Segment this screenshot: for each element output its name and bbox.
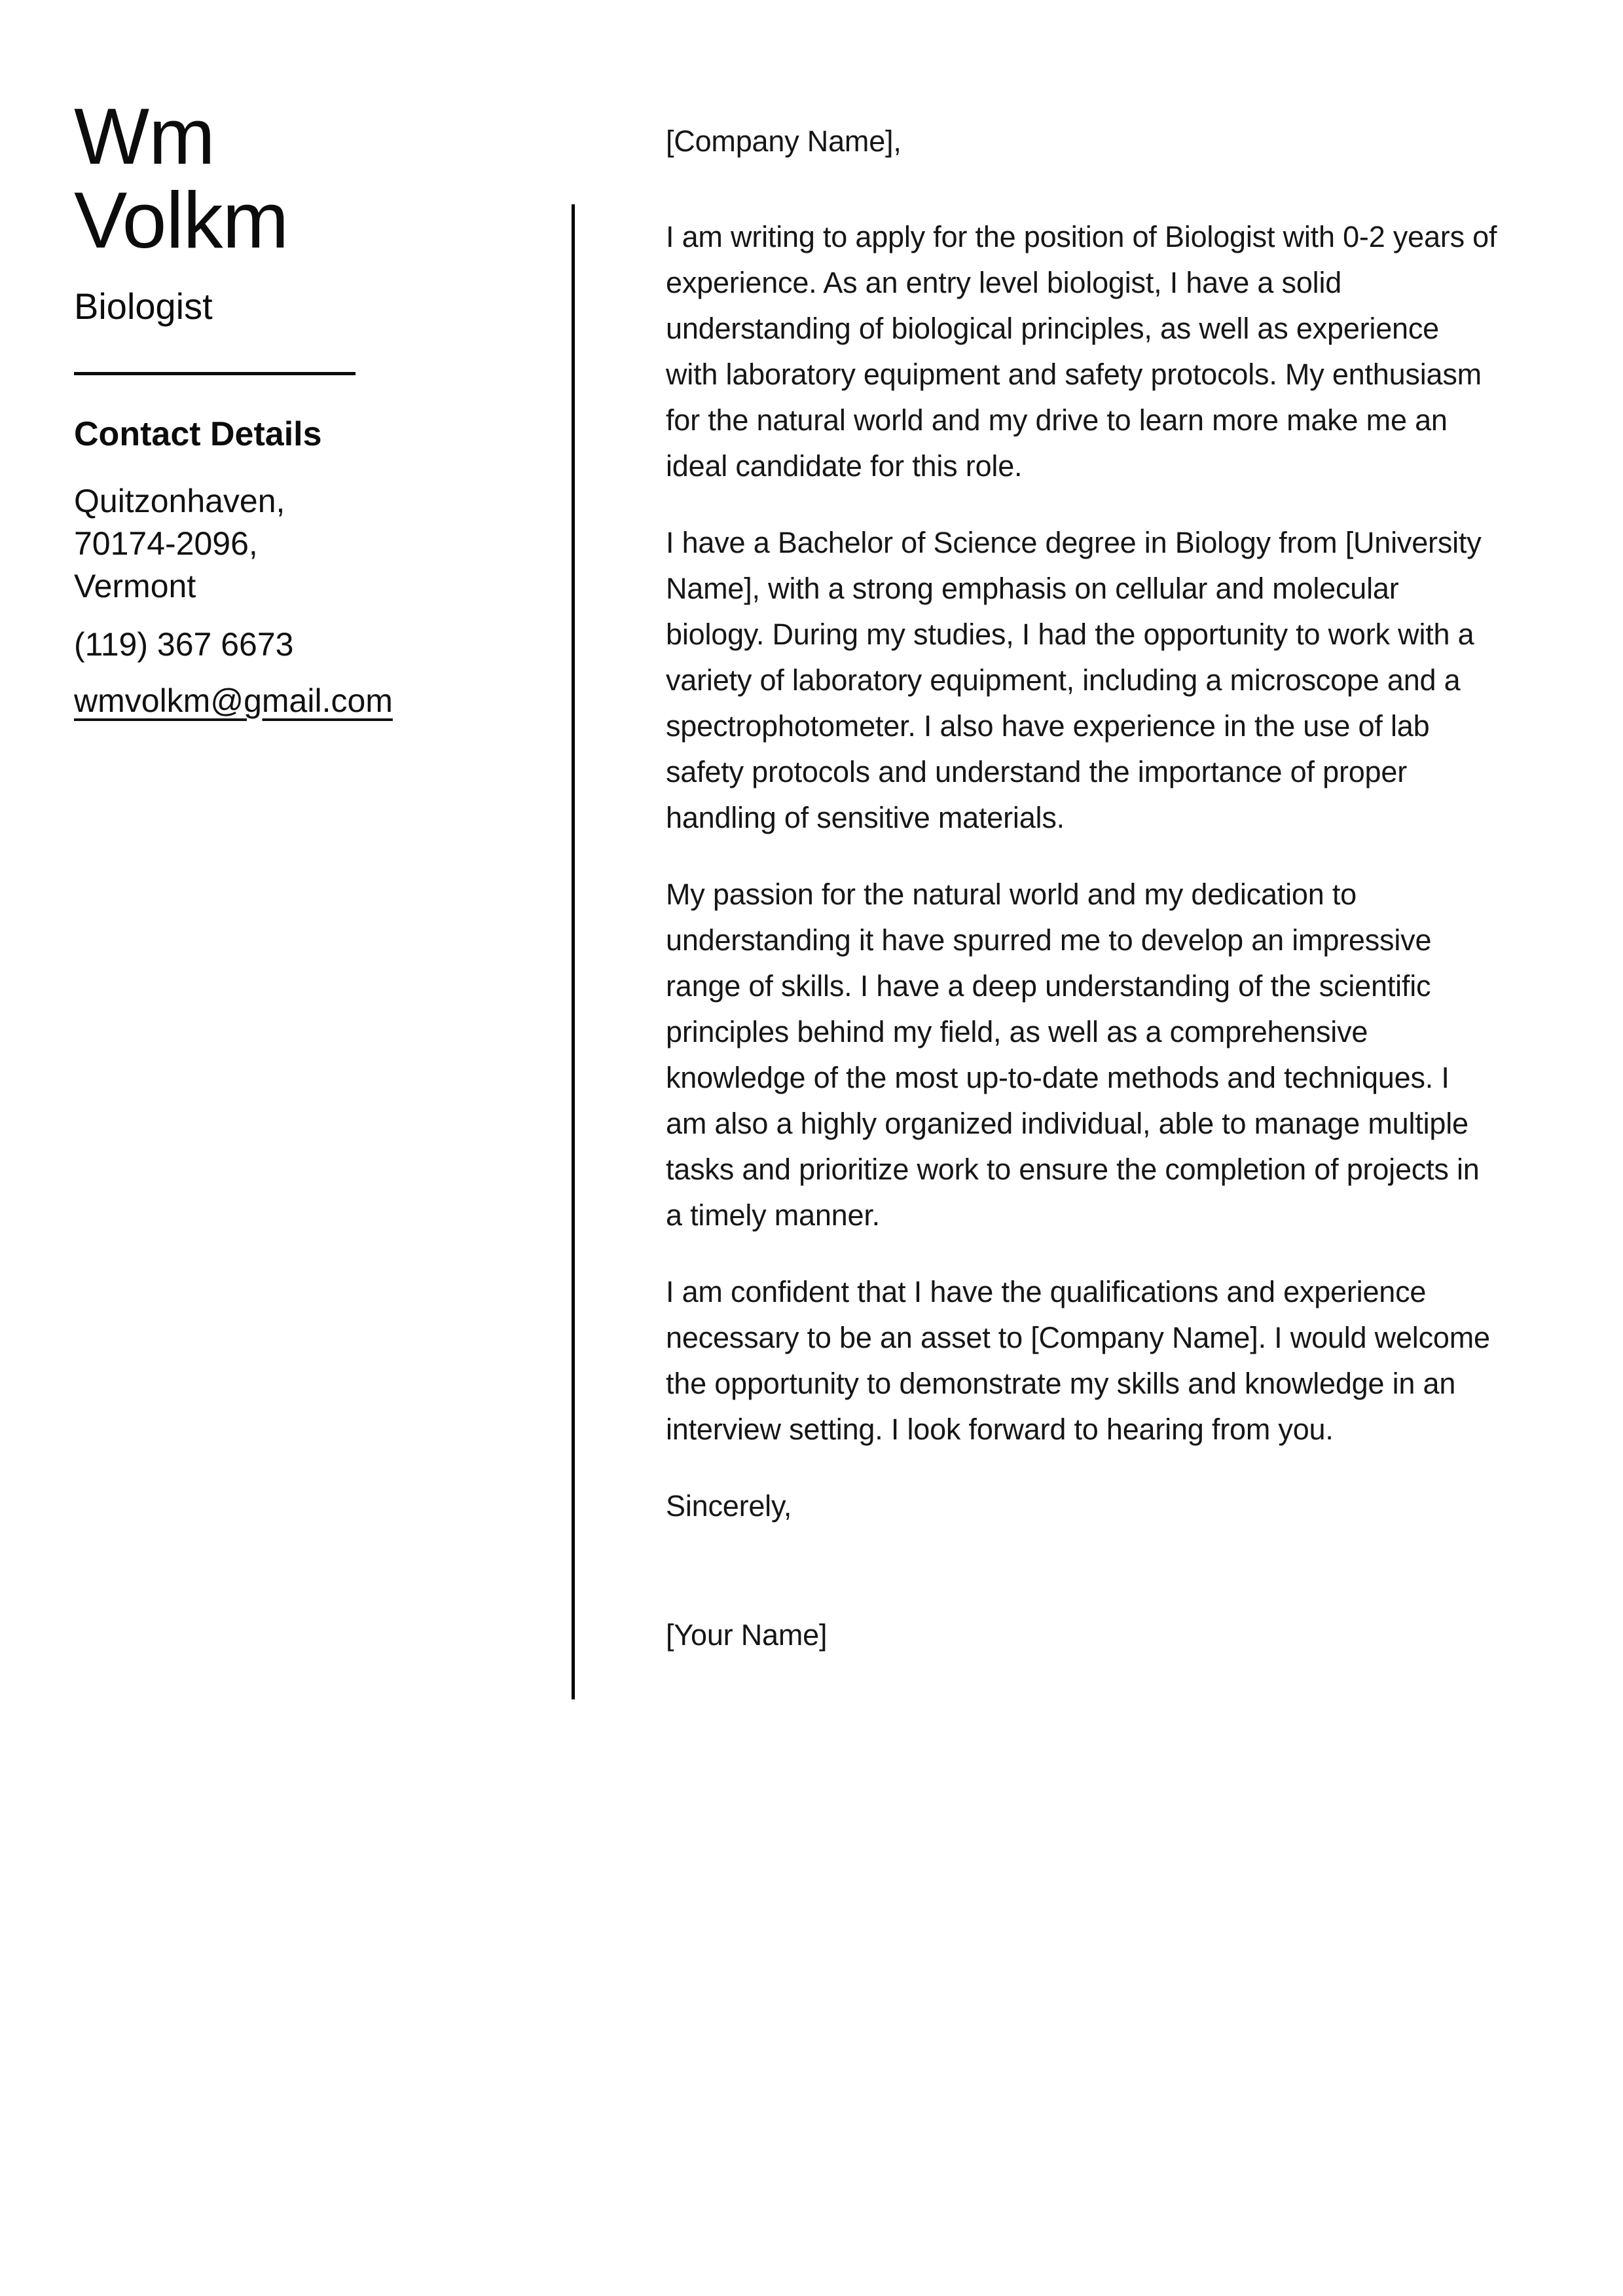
letter-paragraph: I am confident that I have the qualifications and experience necessary to be an asset to [Company Name]. I would welcome the opportunity to demonstrate my skills and knowledge in an interview setting. I look forward to hearing from you. [666, 1275, 1490, 1446]
recipient-line: [Company Name], [666, 124, 902, 158]
candidate-last-name: Volkm [74, 176, 289, 265]
contact-address-line1: Quitzonhaven, 70174-2096, [74, 482, 285, 562]
letter-body [572, 119, 1497, 1658]
letter-paragraph: I am writing to apply for the position of Biologist with 0-2 years of experience. As an entry level biologist, I have a solid understanding of biological principles, as well as experience with laboratory equipment and safety protocols. My enthusiasm for the natural world and my drive to learn more make me an ideal candidate for this role. [666, 220, 1497, 483]
letter-paragraph: My passion for the natural world and my dedication to understanding it have spurred me to develop an impressive range of skills. I have a deep understanding of the scientific principles behind my field, as well as a comprehensive knowledge of the most up-to-date methods and techniques. I am also a highly organized individual, able to manage multiple tasks and prioritize work to ensure the completion of projects in a timely manner. [666, 878, 1480, 1232]
contact-email [74, 680, 393, 722]
signature-line: [Your Name] [666, 1618, 828, 1652]
contact-email-link[interactable]: wmvolkm@gmail.com [74, 682, 393, 719]
sidebar [74, 92, 393, 722]
closing-line: Sincerely, [666, 1489, 792, 1523]
contact-address-line2: Vermont [74, 567, 196, 604]
candidate-first-name: Wm [74, 92, 215, 181]
job-title: Biologist [74, 286, 213, 327]
letter-paragraph: I have a Bachelor of Science degree in Biology from [University Name], with a strong emphasis on cellular and molecular biology. During my studies, I had the opportunity to work with a variety of laboratory equipment, including a microscope and a spectrophotometer. I also have experience in the use of lab safety protocols and understand the importance of proper handling of sensitive materials. [666, 526, 1482, 834]
candidate-name [74, 92, 362, 265]
contact-details-heading: Contact Details [74, 415, 322, 454]
contact-phone: (119) 367 6673 [74, 625, 294, 663]
sidebar-divider [74, 372, 356, 375]
contact-address [74, 480, 362, 608]
vertical-divider [572, 204, 575, 1699]
